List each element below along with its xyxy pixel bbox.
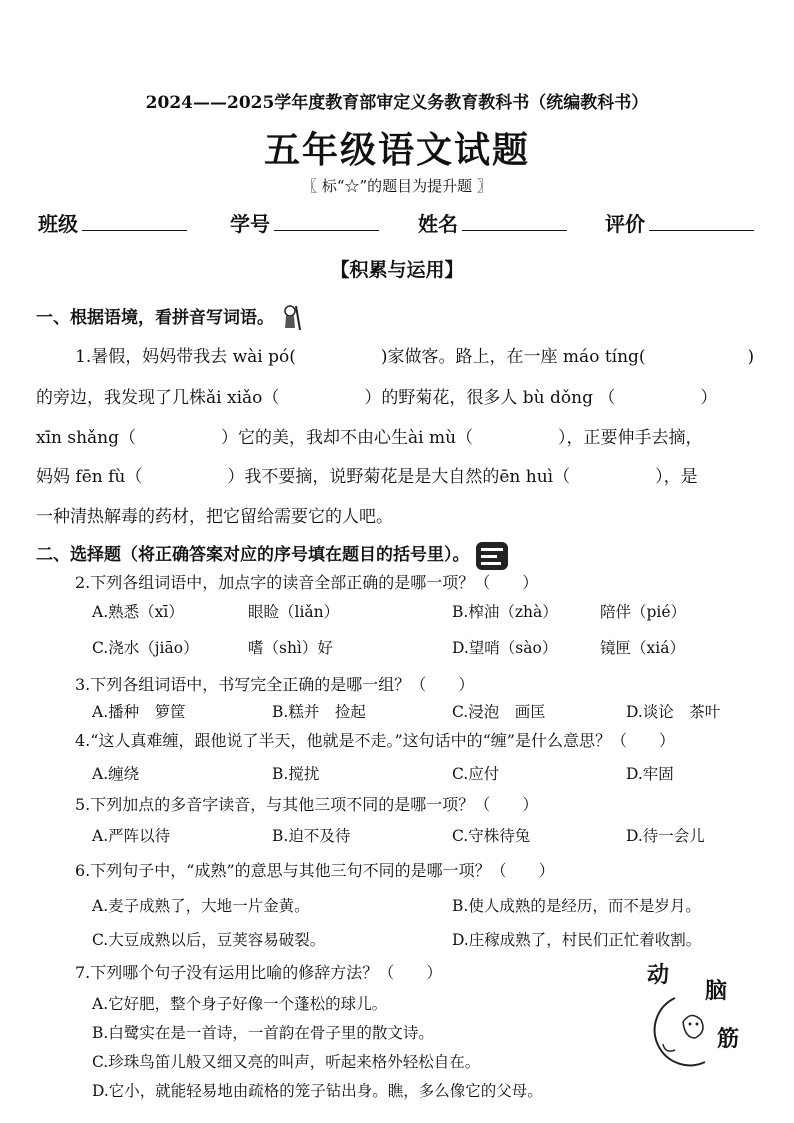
eval-label: 评价 <box>605 212 645 236</box>
class-field <box>38 208 187 237</box>
sticker-char-1: 动 <box>647 962 670 988</box>
name-field <box>418 208 567 237</box>
eval-blank[interactable] <box>649 212 754 231</box>
q2-option-a1: A.熟悉（xī） <box>92 603 184 621</box>
q4-option-c: C.应付 <box>452 765 500 783</box>
q6-stem: 6.下列句子中，“成熟”的意思与其他三句不同的是哪一项？（ ） <box>75 861 555 880</box>
id-blank[interactable] <box>274 212 379 231</box>
q2-option-b1: B.榨油（zhà） <box>452 603 558 621</box>
q6-option-d: D.庄稼成熟了，村民们正忙着收割。 <box>452 931 702 949</box>
q3-option-a: A.播种 箩筐 <box>92 703 186 721</box>
eval-field <box>605 208 754 237</box>
q5-option-c: C.守株待兔 <box>452 827 531 845</box>
q5-stem: 5.下列加点的多音字读音，与其他三项不同的是哪一项？（ ） <box>75 795 539 814</box>
q2-option-c1: C.浇水（jiāo） <box>92 639 199 657</box>
q6-option-b: B.使人成熟的是经历，而不是岁月。 <box>452 897 701 915</box>
q3-stem: 3.下列各组词语中，书写完全正确的是哪一组？（ ） <box>75 675 475 694</box>
q4-option-a: A.缠绕 <box>92 765 140 783</box>
q7-stem: 7.下列哪个句子没有运用比喻的修辞方法？（ ） <box>75 963 443 982</box>
id-label: 学号 <box>230 212 270 236</box>
part2-title-text: 二、选择题（将正确答案对应的序号填在题目的括号里）。 <box>36 545 470 565</box>
exam-header: 2024——2025学年度教育部审定义务教育教科书（统编教科书） <box>145 93 649 113</box>
part1-line-2: 的旁边，我发现了几株ǎi xiǎo（ ）的野菊花，很多人 bù dǒng （ ） <box>36 388 718 408</box>
id-field <box>230 208 379 237</box>
q3-option-b: B.糕并 捡起 <box>272 703 366 721</box>
part1-line-3: xīn shǎng（ ）它的美，我却不由心生ài mù（ ），正要伸手去摘， <box>36 428 703 448</box>
q7-option-b: B.白鹭实在是一首诗，一首韵在骨子里的散文诗。 <box>92 1024 434 1042</box>
q7-option-a: A.它好肥，整个身子好像一个蓬松的球儿。 <box>92 995 388 1013</box>
part1-title-text: 一、根据语境，看拼音写词语。 <box>36 308 274 328</box>
part1-title <box>36 303 302 334</box>
q6-option-a: A.麦子成熟了，大地一片金黄。 <box>92 897 310 915</box>
q5-option-d: D.待一会儿 <box>626 827 705 845</box>
pencil-child-icon <box>280 304 302 334</box>
thinking-stamp-icon <box>475 541 509 571</box>
q4-option-d: D.牢固 <box>626 765 674 783</box>
q5-option-b: B.迫不及待 <box>272 827 351 845</box>
q5-option-a: A.严阵以待 <box>92 827 171 845</box>
brain-teaser-sticker <box>635 958 760 1068</box>
part1-line-5: 一种清热解毒的药材，把它留给需要它的人吧。 <box>36 507 393 527</box>
class-blank[interactable] <box>82 212 187 231</box>
q2-option-d1: D.望哨（sào） <box>452 639 558 657</box>
q4-option-b: B.搅扰 <box>272 765 320 783</box>
part2-title <box>36 540 509 571</box>
q2-stem: 2.下列各组词语中，加点字的读音全部正确的是哪一项？（ ） <box>75 573 539 592</box>
q2-option-a2: 眼睑（liǎn） <box>248 603 340 621</box>
q6-option-c: C.大豆成熟以后，豆荚容易破裂。 <box>92 931 326 949</box>
name-blank[interactable] <box>462 212 567 231</box>
name-label: 姓名 <box>418 212 458 236</box>
part1-line-4: 妈妈 fēn fù（ ）我不要摘，说野菊花是是大自然的ēn huì（ ），是 <box>36 467 698 487</box>
class-label: 班级 <box>38 212 78 236</box>
star-note: 〖 标“☆”的题目为提升题 〗 <box>302 177 492 195</box>
q3-option-d: D.谈论 茶叶 <box>626 703 721 721</box>
sticker-char-2: 脑 <box>705 978 728 1004</box>
page-title: 五年级语文试题 <box>263 130 530 171</box>
q7-option-d: D.它小，就能轻易地由疏格的笼子钻出身。瞧，多么像它的父母。 <box>92 1082 543 1100</box>
section-title: 【积累与运用】 <box>330 259 464 281</box>
sticker-char-3: 筋 <box>717 1026 740 1052</box>
q7-option-c: C.珍珠鸟笛儿般又细又亮的叫声，听起来格外轻松自在。 <box>92 1053 481 1071</box>
q2-option-c2: 嗜（shì）好 <box>248 639 333 657</box>
q4-stem: 4.“这人真难缠，跟他说了半天，他就是不走。”这句话中的“缠”是什么意思？（ ） <box>75 731 675 750</box>
q3-option-c: C.浸泡 画匡 <box>452 703 546 721</box>
q2-option-b2: 陪伴（pié） <box>600 603 687 621</box>
part1-line-1: 1.暑假，妈妈带我去 wài pó( )家做客。路上，在一座 máo tíng( ) <box>75 347 755 367</box>
q2-option-d2: 镜匣（xiá） <box>600 639 685 657</box>
